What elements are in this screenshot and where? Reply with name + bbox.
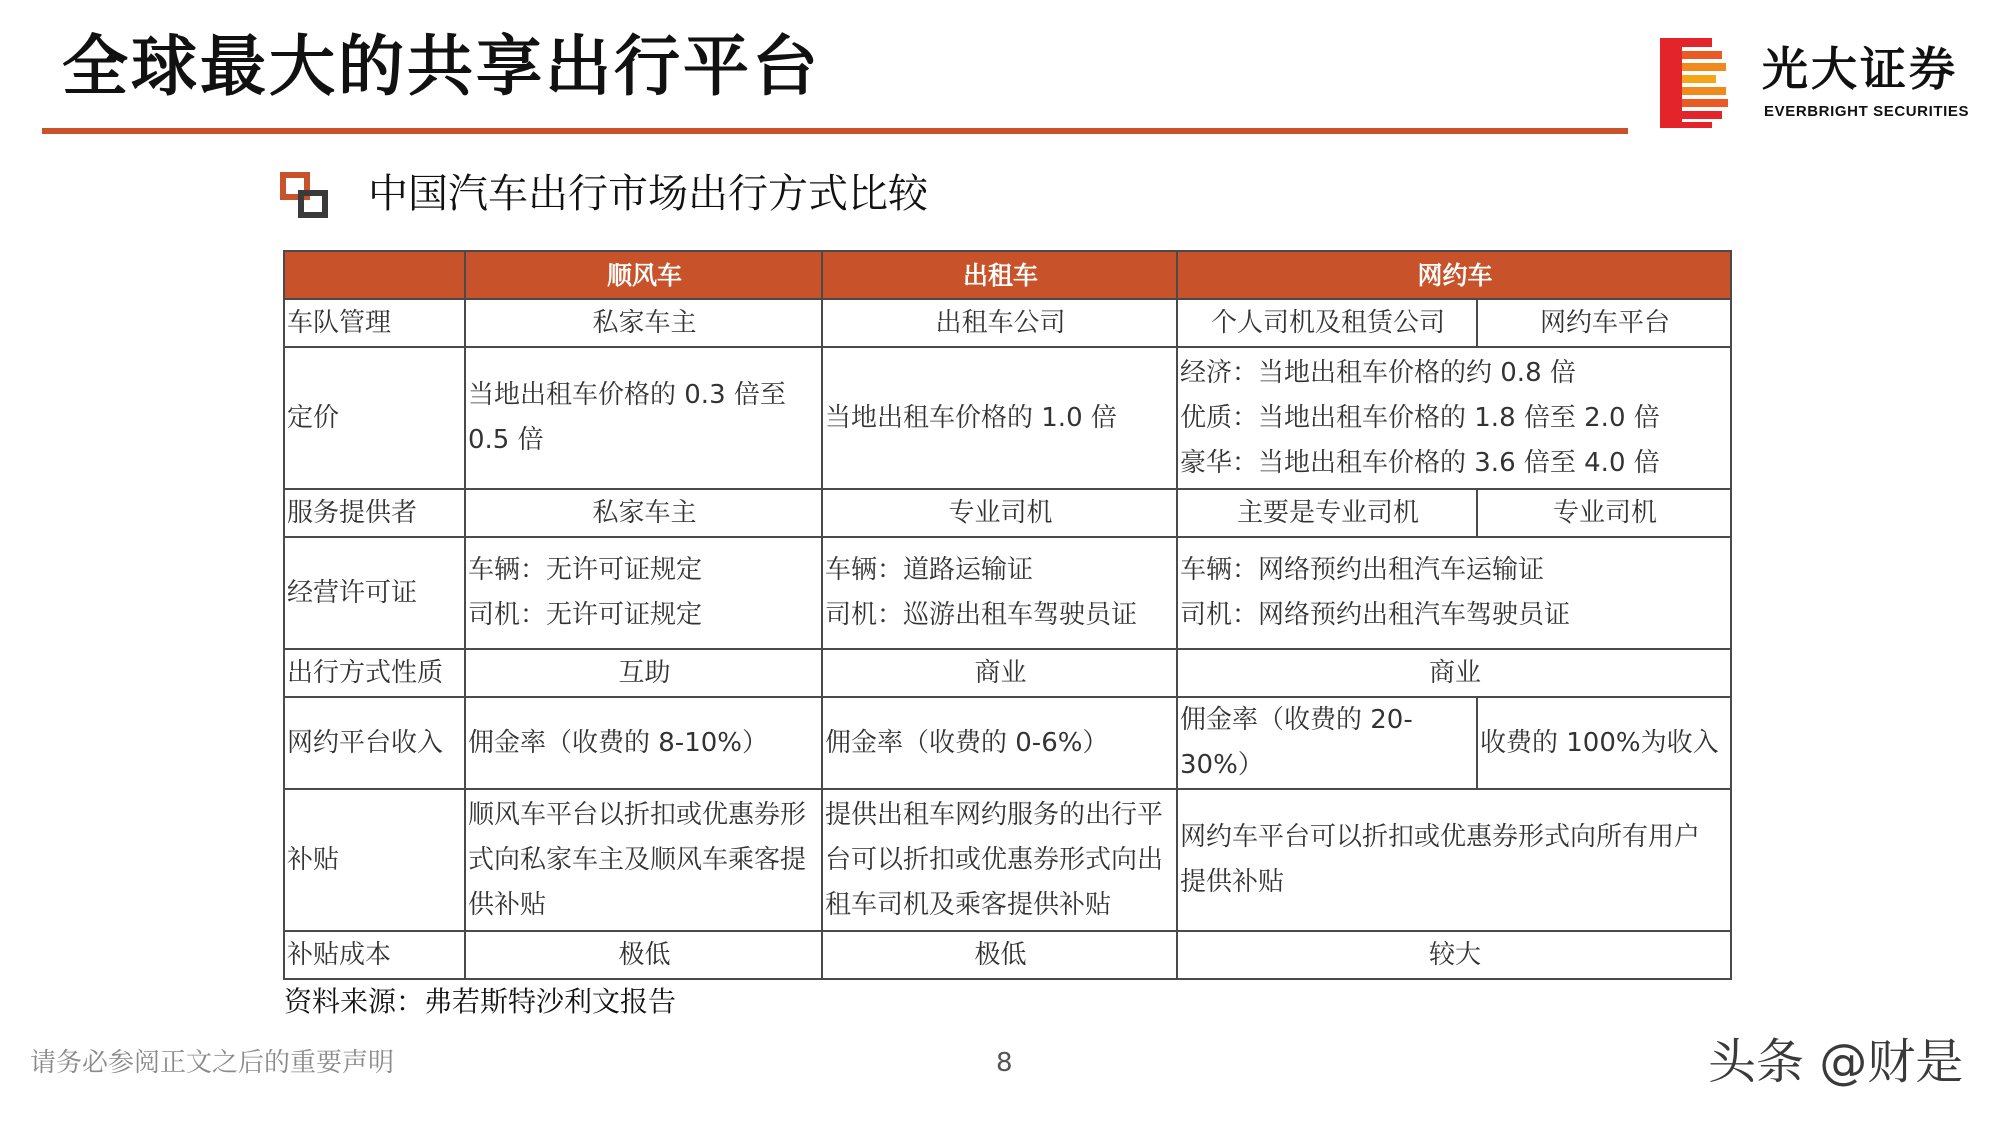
table-row bbox=[284, 537, 1731, 649]
cell-line: 司机：网络预约出租汽车驾驶员证 bbox=[1180, 600, 1571, 630]
table-cell bbox=[465, 537, 822, 649]
table-cell bbox=[1177, 347, 1731, 489]
cell-line: 提供出租车网约服务的出行平 bbox=[825, 799, 1164, 830]
cell-line: 司机：无许可证规定 bbox=[468, 600, 703, 630]
table-row bbox=[284, 649, 1731, 697]
row-label: 补贴成本 bbox=[284, 931, 465, 979]
cell-line: 台可以折扣或优惠券形式向出 bbox=[825, 844, 1164, 875]
cell-line: 租车司机及乘客提供补贴 bbox=[825, 889, 1112, 920]
table-cell: 专业司机 bbox=[1477, 489, 1731, 537]
table-row bbox=[284, 347, 1731, 489]
row-label: 定价 bbox=[284, 347, 465, 489]
source-note: 资料来源：弗若斯特沙利文报告 bbox=[284, 985, 677, 1018]
table-cell: 极低 bbox=[822, 931, 1177, 979]
table-cell bbox=[822, 537, 1177, 649]
table-cell: 佣金率（收费的 8-10%） bbox=[465, 697, 822, 789]
cell-line: 车辆：网络预约出租汽车运输证 bbox=[1180, 555, 1545, 585]
header-ridehail: 网约车 bbox=[1177, 251, 1731, 299]
table-row bbox=[284, 789, 1731, 931]
cell-line: 式向私家车主及顺风车乘客提 bbox=[468, 844, 807, 875]
table-header-row bbox=[284, 251, 1731, 299]
table-cell bbox=[1177, 789, 1731, 931]
brand-logo bbox=[1660, 38, 1990, 130]
title-underline bbox=[42, 128, 1628, 134]
table-cell bbox=[465, 347, 822, 489]
row-label: 经营许可证 bbox=[284, 537, 465, 649]
table-cell: 主要是专业司机 bbox=[1177, 489, 1477, 537]
watermark: 头条 @财是 bbox=[1708, 1034, 1964, 1090]
table-cell: 互助 bbox=[465, 649, 822, 697]
page-number: 8 bbox=[996, 1048, 1013, 1078]
row-label: 补贴 bbox=[284, 789, 465, 931]
table-cell: 商业 bbox=[822, 649, 1177, 697]
cell-line: 网约车平台可以折扣或优惠券形式向所有用户 bbox=[1180, 822, 1701, 852]
table-cell bbox=[1177, 537, 1731, 649]
table-cell: 当地出租车价格的 1.0 倍 bbox=[822, 347, 1177, 489]
cell-line: 优质：当地出租车价格的 1.8 倍至 2.0 倍 bbox=[1180, 402, 1660, 433]
row-label: 出行方式性质 bbox=[284, 649, 465, 697]
cell-line: 经济：当地出租车价格的约 0.8 倍 bbox=[1180, 357, 1576, 388]
page-title: 全球最大的共享出行平台 bbox=[62, 28, 821, 105]
table-cell: 极低 bbox=[465, 931, 822, 979]
cell-line: 0.5 倍 bbox=[468, 425, 544, 455]
table-cell: 私家车主 bbox=[465, 299, 822, 347]
table-row bbox=[284, 931, 1731, 979]
table-cell: 收费的 100%为收入 bbox=[1477, 697, 1731, 789]
header-corner bbox=[284, 251, 465, 299]
table-cell: 个人司机及租赁公司 bbox=[1177, 299, 1477, 347]
row-label: 网约平台收入 bbox=[284, 697, 465, 789]
cell-line: 当地出租车价格的 0.3 倍至 bbox=[468, 380, 786, 410]
cell-line: 豪华：当地出租车价格的 3.6 倍至 4.0 倍 bbox=[1180, 447, 1660, 478]
table-cell bbox=[822, 789, 1177, 931]
brand-name-en: EVERBRIGHT SECURITIES bbox=[1764, 103, 1970, 120]
table-cell: 商业 bbox=[1177, 649, 1731, 697]
table-cell bbox=[465, 789, 822, 931]
table-cell: 佣金率（收费的 0-6%） bbox=[822, 697, 1177, 789]
comparison-table bbox=[283, 250, 1732, 980]
table-cell: 专业司机 bbox=[822, 489, 1177, 537]
section-title: 中国汽车出行市场出行方式比较 bbox=[368, 171, 928, 217]
table-cell: 私家车主 bbox=[465, 489, 822, 537]
cell-line: 提供补贴 bbox=[1180, 867, 1285, 897]
everbright-logo-icon bbox=[1660, 38, 1730, 128]
disclaimer-text: 请务必参阅正文之后的重要声明 bbox=[30, 1048, 395, 1078]
cell-line: 供补贴 bbox=[468, 889, 547, 920]
header-shunfeng: 顺风车 bbox=[465, 251, 822, 299]
cell-line: 司机：巡游出租车驾驶员证 bbox=[825, 600, 1138, 630]
header-taxi: 出租车 bbox=[822, 251, 1177, 299]
table-row bbox=[284, 489, 1731, 537]
row-label: 服务提供者 bbox=[284, 489, 465, 537]
table-row bbox=[284, 299, 1731, 347]
cell-line: 车辆：无许可证规定 bbox=[468, 555, 703, 585]
cell-line: 车辆：道路运输证 bbox=[825, 555, 1034, 585]
table-cell: 较大 bbox=[1177, 931, 1731, 979]
overlapping-squares-icon bbox=[280, 172, 330, 220]
table-row bbox=[284, 697, 1731, 789]
cell-line: 顺风车平台以折扣或优惠券形 bbox=[468, 799, 807, 830]
table-cell: 网约车平台 bbox=[1477, 299, 1731, 347]
table-cell: 出租车公司 bbox=[822, 299, 1177, 347]
table-cell: 佣金率（收费的 20-30%） bbox=[1177, 697, 1477, 789]
brand-name-cn: 光大证券 bbox=[1762, 42, 1958, 96]
row-label: 车队管理 bbox=[284, 299, 465, 347]
